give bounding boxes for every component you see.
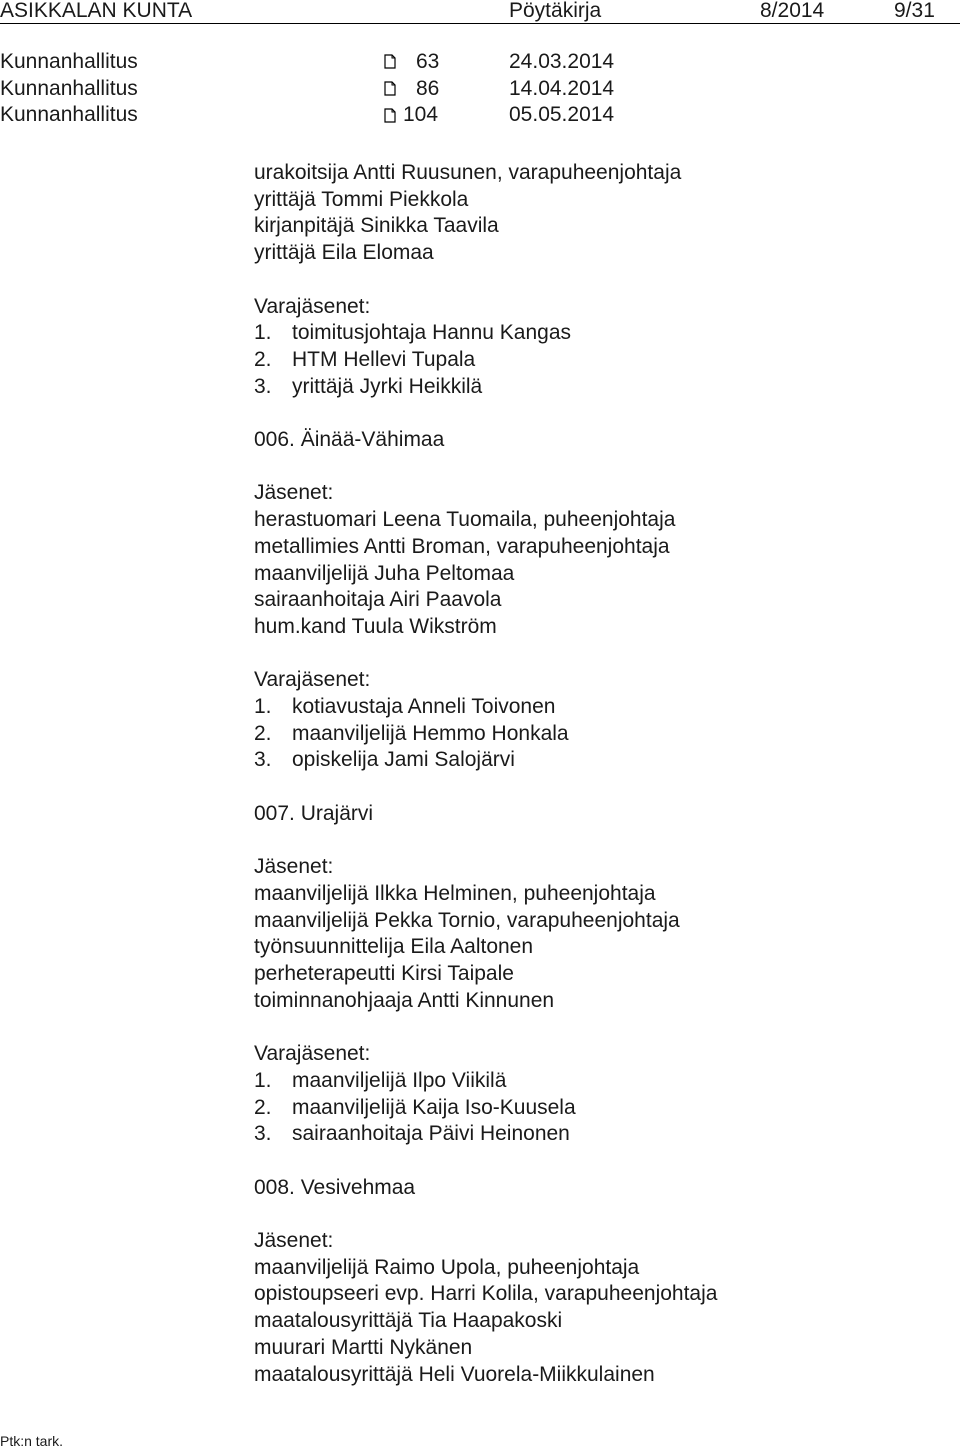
header-divider — [0, 23, 960, 24]
document-icon — [384, 54, 396, 69]
district-title: 007. Urajärvi — [254, 801, 374, 825]
deputy-line — [254, 320, 717, 347]
reference-section: 63 — [416, 50, 440, 73]
member-line: herastuomari Leena Tuomaila, puheenjohtaja — [254, 508, 676, 532]
reference-date: 05.05.2014 — [509, 103, 615, 126]
deputy-number: 3. — [254, 374, 272, 398]
member-line: toiminnanohjaaja Antti Kinnunen — [254, 988, 555, 1012]
deputy-number: 1. — [254, 321, 272, 345]
deputy-line — [254, 721, 717, 748]
deputy-name: toimitusjohtaja Hannu Kangas — [292, 321, 572, 345]
deputy-line — [254, 1068, 717, 1095]
member-line: maanviljelijä Raimo Upola, puheenjohtaja — [254, 1255, 640, 1279]
document-number: 8/2014 — [760, 0, 825, 22]
reference-section: 104 — [403, 103, 439, 126]
reference-body: Kunnanhallitus — [0, 103, 138, 126]
deputy-number: 3. — [254, 748, 272, 772]
members-label: Jäsenet: — [254, 1228, 334, 1252]
reference-date: 24.03.2014 — [509, 50, 615, 73]
reference-section: 86 — [416, 77, 440, 100]
member-line: maatalousyrittäjä Tia Haapakoski — [254, 1309, 563, 1333]
member-line: hum.kand Tuula Wikström — [254, 614, 497, 638]
members-label: Jäsenet: — [254, 481, 334, 505]
deputy-name: kotiavustaja Anneli Toivonen — [292, 695, 556, 718]
municipality-name: ASIKKALAN KUNTA — [0, 0, 193, 22]
footer-label: Ptk:n tark. — [0, 1433, 64, 1449]
member-line: yrittäjä Tommi Piekkola — [254, 187, 469, 211]
reference-body: Kunnanhallitus — [0, 50, 138, 73]
district-title: 008. Vesivehmaa — [254, 1175, 416, 1199]
member-line: yrittäjä Eila Elomaa — [254, 241, 434, 265]
document-icon — [384, 108, 396, 123]
deputies-label: Varajäsenet: — [254, 294, 371, 318]
member-line: opistoupseeri evp. Harri Kolila, varapuheenjohtaja — [254, 1282, 718, 1306]
deputy-number: 1. — [254, 1068, 272, 1092]
member-line: urakoitsija Antti Ruusunen, varapuheenjohtaja — [254, 161, 682, 184]
member-line: perheterapeutti Kirsi Taipale — [254, 962, 514, 985]
page-number: 9/31 — [894, 0, 935, 22]
deputy-name: maanviljelijä Hemmo Honkala — [292, 721, 569, 745]
member-line: muurari Martti Nykänen — [254, 1335, 473, 1359]
deputies-label: Varajäsenet: — [254, 1042, 371, 1066]
deputy-number: 2. — [254, 721, 272, 745]
deputies-label: Varajäsenet: — [254, 668, 371, 692]
member-line: maatalousyrittäjä Heli Vuorela-Miikkulainen — [254, 1362, 655, 1386]
deputy-line — [254, 347, 717, 374]
member-line: sairaanhoitaja Airi Paavola — [254, 588, 502, 612]
member-line: maanviljelijä Ilkka Helminen, puheenjohtaja — [254, 881, 656, 905]
reference-body: Kunnanhallitus — [0, 77, 138, 100]
deputy-name: HTM Hellevi Tupala — [292, 347, 476, 371]
deputy-line — [254, 1095, 717, 1122]
deputy-number: 2. — [254, 1095, 272, 1119]
deputy-line — [254, 694, 717, 721]
deputy-name: sairaanhoitaja Päivi Heinonen — [292, 1122, 570, 1146]
member-line: kirjanpitäjä Sinikka Taavila — [254, 214, 499, 238]
members-label: Jäsenet: — [254, 855, 334, 879]
document-type: Pöytäkirja — [509, 0, 602, 22]
member-line: metallimies Antti Broman, varapuheenjohtaja — [254, 534, 670, 558]
document-body — [254, 160, 717, 1388]
document-icon — [384, 81, 396, 96]
deputy-line — [254, 1121, 717, 1148]
deputy-name: maanviljelijä Ilpo Viikilä — [292, 1068, 507, 1092]
deputy-line — [254, 747, 717, 774]
reference-date: 14.04.2014 — [509, 77, 615, 100]
deputy-number: 3. — [254, 1122, 272, 1146]
member-line: maanviljelijä Juha Peltomaa — [254, 561, 515, 585]
deputy-name: yrittäjä Jyrki Heikkilä — [292, 374, 483, 398]
deputy-line — [254, 374, 717, 401]
member-line: työnsuunnittelija Eila Aaltonen — [254, 935, 534, 959]
member-line: maanviljelijä Pekka Tornio, varapuheenjohtaja — [254, 908, 680, 932]
deputy-name: opiskelija Jami Salojärvi — [292, 748, 515, 772]
district-title: 006. Äinää-Vähimaa — [254, 428, 445, 451]
deputy-name: maanviljelijä Kaija Iso-Kuusela — [292, 1095, 576, 1119]
deputy-number: 2. — [254, 347, 272, 371]
deputy-number: 1. — [254, 695, 272, 718]
